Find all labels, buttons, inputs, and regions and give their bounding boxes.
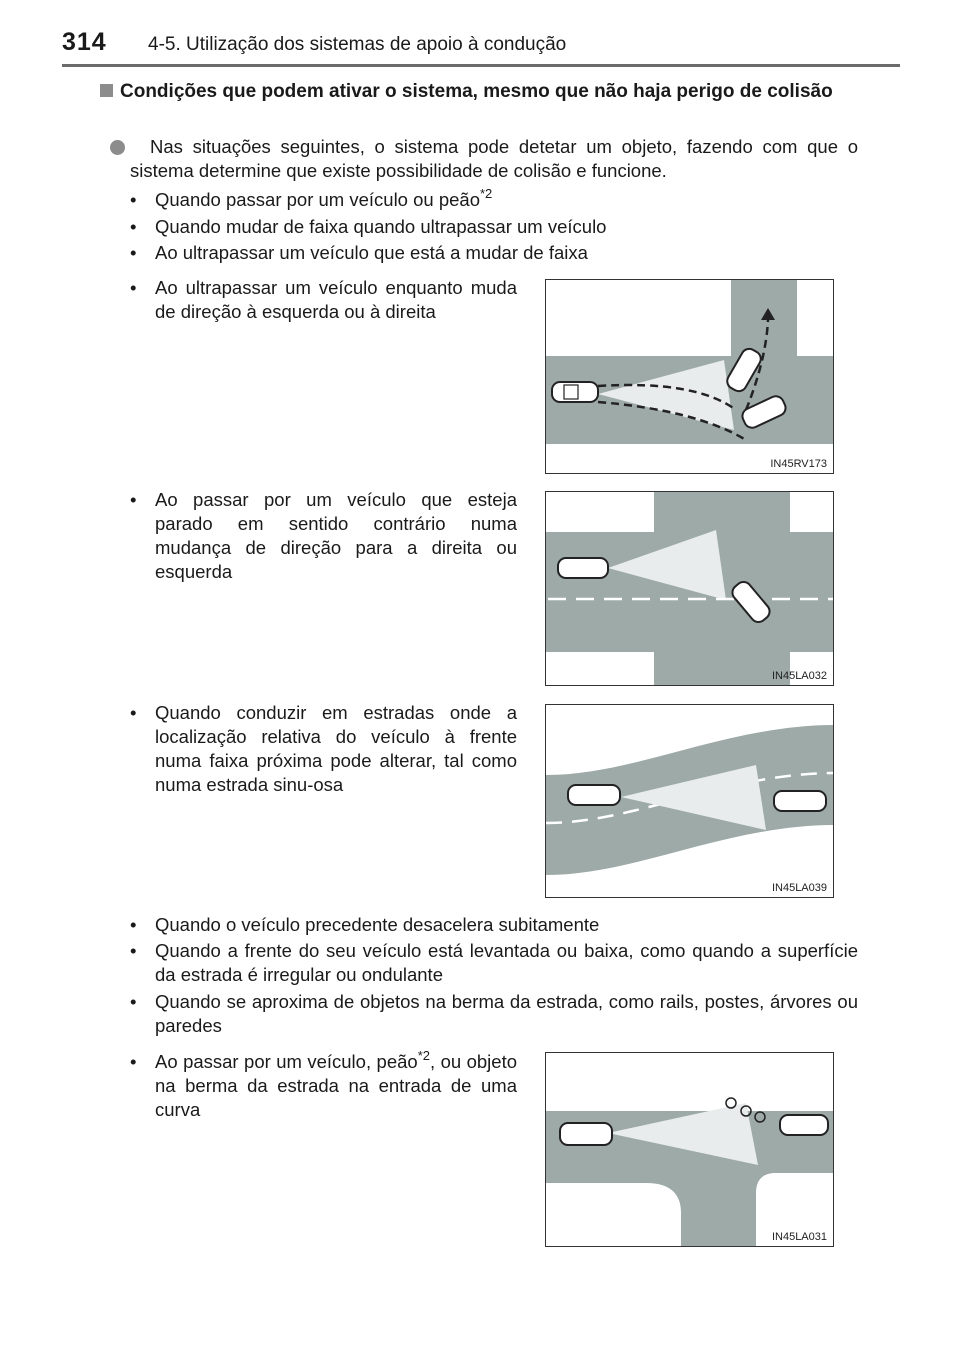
bullet-text: Quando o veículo precedente desacelera subitamente	[155, 914, 600, 935]
figure-left-turn-overtake	[545, 279, 834, 474]
bullet-marker: •	[130, 489, 137, 510]
figure-code: IN45RV173	[770, 458, 827, 470]
list-item	[130, 913, 858, 939]
bullet-text: Ao passar por um veículo que esteja parado em sentido contrário numa mudança de direção para a direita ou esquerda	[155, 489, 517, 582]
bullet-marker: •	[130, 991, 137, 1012]
list-item	[130, 241, 858, 267]
header-rule	[62, 64, 900, 67]
bullet-text: Quando mudar de faixa quando ultrapassar um veículo	[155, 216, 607, 237]
list-item	[130, 701, 520, 831]
bullet-marker: •	[130, 189, 137, 210]
bullet-text: Quando a frente do seu veículo está levantada ou baixa, como quando a superfície da estrada é irregular ou ondulante	[155, 940, 858, 985]
list-item	[130, 215, 858, 241]
list-item	[130, 488, 520, 598]
figure-stopped-oncoming	[545, 491, 834, 686]
figure-code: IN45LA031	[771, 1231, 827, 1243]
section-heading	[100, 80, 860, 104]
bullet-marker: •	[130, 940, 137, 961]
intro-text: Nas situações seguintes, o sistema pode detetar um objeto, fazendo com que o sistema determine que existe possibilidade de colisão e funcione.	[130, 136, 858, 181]
list-item	[130, 276, 520, 356]
bullet-marker: •	[130, 914, 137, 935]
left-turn-overtake-illustration	[546, 280, 834, 474]
page-number: 314	[62, 28, 107, 56]
list-item-text	[155, 188, 492, 212]
bullet-text: Ao ultrapassar um veículo enquanto muda de direção à esquerda ou à direita	[155, 277, 517, 322]
footnote-mark: *2	[480, 186, 493, 201]
bullet-text: Quando conduzir em estradas onde a localização relativa do veículo à frente numa faixa próxima pode alterar, tal como numa estrada sinu-osa	[155, 702, 517, 795]
section-heading-text: Condições que podem ativar o sistema, mesmo que não haja perigo de colisão	[120, 81, 833, 102]
figure-winding-road	[545, 704, 834, 898]
bullet-marker: •	[130, 277, 137, 298]
bullet-text: Quando passar por um veículo ou peão	[155, 189, 480, 210]
list-item-text	[155, 1050, 517, 1122]
figure-code: IN45LA032	[771, 670, 827, 682]
curve-entry-illustration	[546, 1053, 834, 1247]
bullet-text: Ao passar por um veículo, peão	[155, 1051, 418, 1072]
winding-road-illustration	[546, 705, 834, 898]
stopped-oncoming-illustration	[546, 492, 834, 686]
bullet-marker: •	[130, 702, 137, 723]
bullet-text-continued: , ou objeto na berma da estrada na entrada de uma curva	[155, 1051, 517, 1120]
list-item	[130, 1050, 520, 1130]
bullet-text: Ao ultrapassar um veículo que está a mudar de faixa	[155, 242, 588, 263]
list-item	[130, 188, 858, 214]
list-item	[130, 939, 858, 989]
figure-code: IN45LA039	[771, 882, 827, 894]
circle-bullet-icon	[110, 140, 125, 155]
list-item	[130, 990, 858, 1040]
figure-curve-entry	[545, 1052, 834, 1247]
bullet-marker: •	[130, 1051, 137, 1072]
bullet-text: Quando se aproxima de objetos na berma da estrada, como rails, postes, árvores ou paredes	[155, 991, 858, 1036]
chapter-title: 4-5. Utilização dos sistemas de apoio à condução	[148, 34, 567, 55]
bullet-marker: •	[130, 242, 137, 263]
footnote-mark: *2	[417, 1048, 430, 1063]
bullet-marker: •	[130, 216, 137, 237]
page-header	[62, 26, 902, 62]
intro-paragraph	[130, 135, 858, 183]
